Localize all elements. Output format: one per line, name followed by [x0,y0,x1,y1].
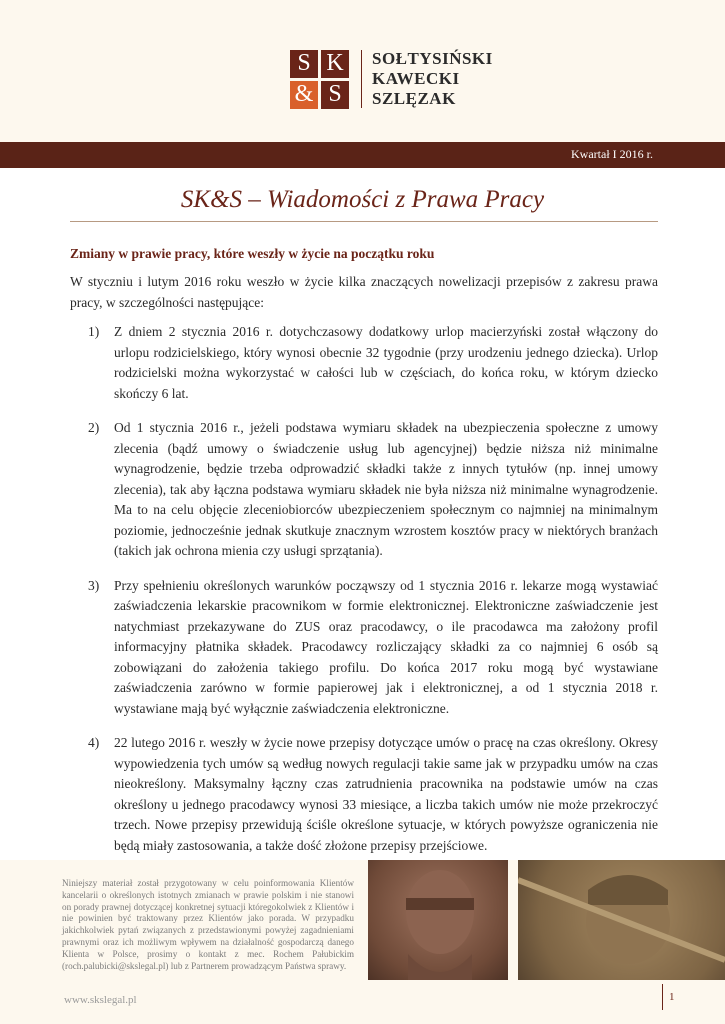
company-logo [290,46,493,112]
logo-name-1: SOŁTYSIŃSKI [372,49,493,68]
footer-url[interactable]: www.skslegal.pl [64,994,137,1006]
document-title: SK&S – Wiadomości z Prawa Pracy [180,186,545,213]
logo-wordmark [361,50,493,108]
list-item-number: 4) [88,735,100,750]
disclaimer-text: Niniejszy materiał został przygotowany w celu poinformowania Klientów kancelarii o określonych istotnych zmianach w prawie polskim i nie stanowi on porady prawnej dotyczącej konkretnej sytuacji któregokolwiek z Klientów i nie powinien być traktowany przez Klientów jako porada. W przypadku jakichkolwiek pytań związanych z przedstawionymi powyżej zagadnieniami prawnymi oraz ich możliwym wpływem na działalność gospodarczą danego Klienta w Polsce, prosimy o kontakt z mec. Rochem Pałubickim (roch.palubicki@skslegal.pl) lub z Partnerem prowadzącym Państwa sprawy. [62,878,354,971]
list-item-number: 3) [88,577,100,593]
page-number: 1 [662,984,675,1010]
justice-statue-image [368,860,508,980]
list-item-text: Przy spełnieniu określonych warunków począwszy od 1 stycznia 2016 r. lekarze mogą wystawiać zaświadczenia lekarskie pracownikom w formie elektronicznej. Elektroniczne zaświadczenie jest natychmiast przekazywane do ZUS oraz pracodawcy, o ile pracodawca ma założony profil informacyjny płatnika składek. Pracodawcy rozliczający składki za co najmniej 6 osób są zobowiązani do założenia takiego profilu. Do końca 2017 roku mogą być wystawiane zaświadczenia zarówno w formie papierowej jak i elektronicznej, a od 1 stycznia 2018 r. wystawiane mają być wyłącznie zaświadczenia elektroniczne. [114,577,658,716]
list-item [70,733,658,856]
logo-tile-s: S [290,50,318,78]
header-band [0,142,725,168]
logo-tile-ampersand: & [290,81,318,109]
section-heading: Zmiany w prawie pracy, które weszły w życie na początku roku [70,246,435,261]
justice-statue-icon [368,860,508,980]
title-divider [70,221,658,222]
changes-list [70,322,658,869]
list-item-number: 1) [88,324,100,339]
list-item-number: 2) [88,420,100,435]
logo-tile-k: K [321,50,349,78]
list-item-text: Z dniem 2 stycznia 2016 r. dotychczasowy dodatkowy urlop macierzyński został włączony do urlopu rodzicielskiego, który wynosi obecnie 32 tygodnie (przy urodzeniu jednego dziecka). Urlop rodzicielski można wykorzystać w całości lub w częściach, do końca roku, w którym dziecko skończy 6 lat. [114,324,658,401]
logo-tile-s2: S [321,81,349,109]
banknote-portrait-icon [518,860,725,980]
logo-monogram [290,50,349,109]
list-item-text: 22 lutego 2016 r. weszły w życie nowe przepisy dotyczące umów o pracę na czas określony. Okresy wypowiedzenia tych umów są według nowych regulacji takie same jak w przypadku umów na czas nieokreślony. Maksymalny łączny czas zatrudnienia pracownika na podstawie umów na czas określony u jednego pracodawcy wynosi 33 miesiące, a liczba takich umów nie może przekroczyć trzech. Nowe przepisy przewidują ściśle określone sytuacje, w których powyższe ograniczenia nie będą miały zastosowania, a także dość złożone przepisy przejściowe. [114,735,658,853]
logo-name-3: SZLĘZAK [372,89,456,108]
list-item [70,418,658,562]
logo-name-2: KAWECKI [372,69,460,88]
list-item [70,576,658,720]
banknote-image [518,860,725,980]
list-item-text: Od 1 stycznia 2016 r., jeżeli podstawa wymiaru składek na ubezpieczenia społeczne z umowy zlecenia (bądź umowy o świadczenie usług lub agencyjnej) będzie niższa niż minimalne wynagrodzenie, będzie trzeba odprowadzić składki także z innych tytułów (np. innej umowy zlecenia), tak aby łączna podstawa wymiaru składek nie była niższa niż minimalne wynagrodzenie. Ma to na celu objęcie zleceniobiorców ubezpieczeniem społecznym co najmniej na minimalnym poziomie, jednocześnie jednak skutkuje znacznym wzrostem kosztów pracy w niektórych branżach (takich jak ochrona mienia czy usługi sprzątania). [114,420,658,558]
quarter-label: Kwartał I 2016 r. [571,147,653,161]
intro-paragraph: W styczniu i lutym 2016 roku weszło w życie kilka znaczących nowelizacji przepisów z zakresu prawa pracy, w szczególności następujące: [70,274,658,310]
list-item [70,322,658,404]
